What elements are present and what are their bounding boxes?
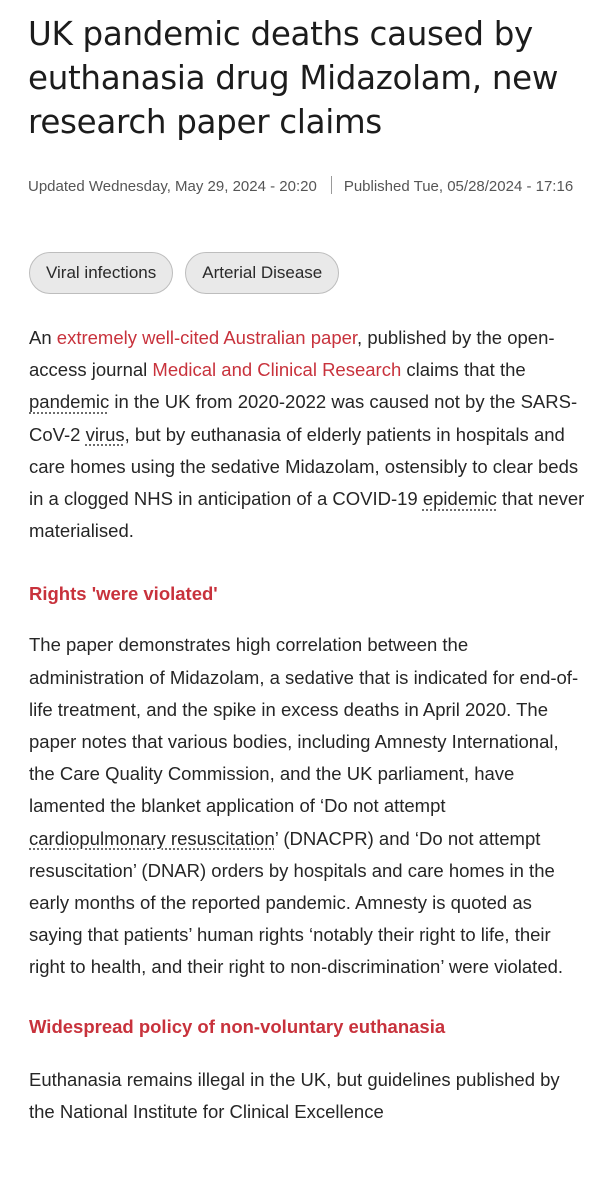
text-span: in the UK from 2020-2022 was caused not by the SARS-CoV-2 xyxy=(29,391,578,445)
section-heading-rights: Rights 'were violated' xyxy=(29,583,218,605)
text-span: that never materialised. xyxy=(29,488,585,542)
text-span: , published by the open-access journal xyxy=(29,327,555,381)
journal-link[interactable]: Medical and Clinical Research xyxy=(152,359,402,381)
tag-viral-infections[interactable]: Viral infections xyxy=(29,252,173,294)
australian-paper-link[interactable]: extremely well-cited Australian paper xyxy=(56,327,358,348)
article-headline: UK pandemic deaths caused by euthanasia drug Midazolam, new research paper claims xyxy=(28,15,559,141)
article-body xyxy=(29,322,585,1128)
section-heading-euthanasia: Widespread policy of non-voluntary euthanasia xyxy=(29,1015,446,1037)
meta-divider xyxy=(331,176,332,194)
tag-arterial-disease[interactable]: Arterial Disease xyxy=(185,252,339,294)
intro-paragraph xyxy=(29,322,585,547)
text-span: , but by euthanasia of elderly patients in hospitals and care homes using the sedative Midazolam, ostensibly to clear beds in a clogged NHS in anticipation of a COVID-19 xyxy=(29,423,579,510)
text-span: claims that the xyxy=(401,359,526,381)
euthanasia-paragraph: Euthanasia remains illegal in the UK, but guidelines published by the National Institute for Clinical Excellence xyxy=(29,1068,560,1122)
article-meta xyxy=(28,174,588,199)
glossary-term-epidemic[interactable]: epidemic xyxy=(422,488,497,510)
glossary-term-virus[interactable]: virus xyxy=(85,423,125,445)
glossary-term-cpr[interactable]: cardiopulmonary resuscitation xyxy=(29,827,275,849)
updated-timestamp: Updated Wednesday, May 29, 2024 - 20:20 xyxy=(28,178,317,195)
text-span: The paper demonstrates high correlation between the administration of Midazolam, a sedative that is indicated for end-of-life treatment, and the spike in excess deaths in April 2020. The paper notes that various bodies, including Amnesty International, the Care Quality Commission, and the UK parliament, have lamented the blanket application of ‘Do not attempt xyxy=(29,634,579,817)
text-span: ’ (DNACPR) and ‘Do not attempt resuscitation’ (DNAR) orders by hospitals and care homes in the early months of the reported pandemic. Amnesty is quoted as saying that patients’ human rights ‘notably their right to life, their right to health, and their right to non-discrimination’ were violated. xyxy=(29,827,564,978)
text-span: An xyxy=(29,327,57,348)
rights-paragraph xyxy=(29,629,585,983)
glossary-term-pandemic[interactable]: pandemic xyxy=(29,391,110,413)
published-timestamp: Published Tue, 05/28/2024 - 17:16 xyxy=(343,178,574,195)
topic-tags xyxy=(29,252,339,294)
